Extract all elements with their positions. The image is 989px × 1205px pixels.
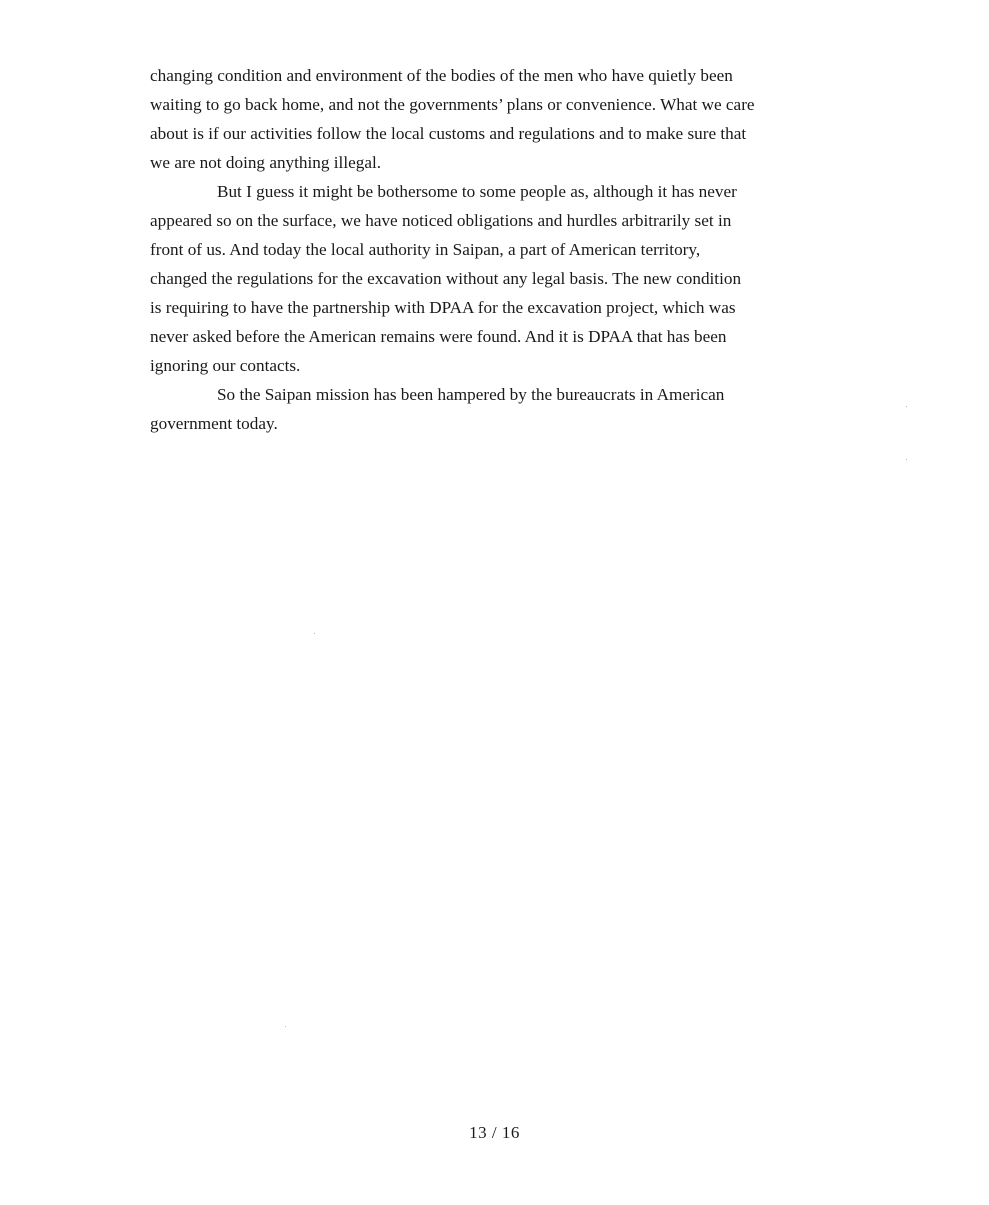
text-line: we are not doing anything illegal. <box>150 153 382 172</box>
text-line: is requiring to have the partnership with DPAA for the excavation project, which was <box>150 298 736 317</box>
text-line: never asked before the American remains were found. And it is DPAA that has been <box>150 327 727 346</box>
paragraph-3 <box>150 380 840 438</box>
scan-speck <box>906 406 907 407</box>
text-line: about is if our activities follow the local customs and regulations and to make sure that <box>150 124 747 143</box>
scan-speck <box>314 633 315 634</box>
text-line: waiting to go back home, and not the governments’ plans or convenience. What we care <box>150 95 755 114</box>
text-line: appeared so on the surface, we have noticed obligations and hurdles arbitrarily set in <box>150 211 732 230</box>
body-text <box>150 61 840 438</box>
text-line: government today. <box>150 414 278 433</box>
text-line: front of us. And today the local authority in Saipan, a part of American territory, <box>150 240 701 259</box>
text-line: changed the regulations for the excavation without any legal basis. The new condition <box>150 269 742 288</box>
text-line: changing condition and environment of the bodies of the men who have quietly been <box>150 66 733 85</box>
paragraph-2 <box>150 177 840 380</box>
text-line: So the Saipan mission has been hampered by the bureaucrats in American <box>217 385 725 404</box>
page-number: 13 / 16 <box>469 1123 520 1142</box>
paragraph-1 <box>150 61 840 177</box>
scan-speck <box>285 1026 286 1027</box>
text-line: ignoring our contacts. <box>150 356 301 375</box>
text-line: But I guess it might be bothersome to some people as, although it has never <box>217 182 737 201</box>
scan-speck <box>906 459 907 460</box>
